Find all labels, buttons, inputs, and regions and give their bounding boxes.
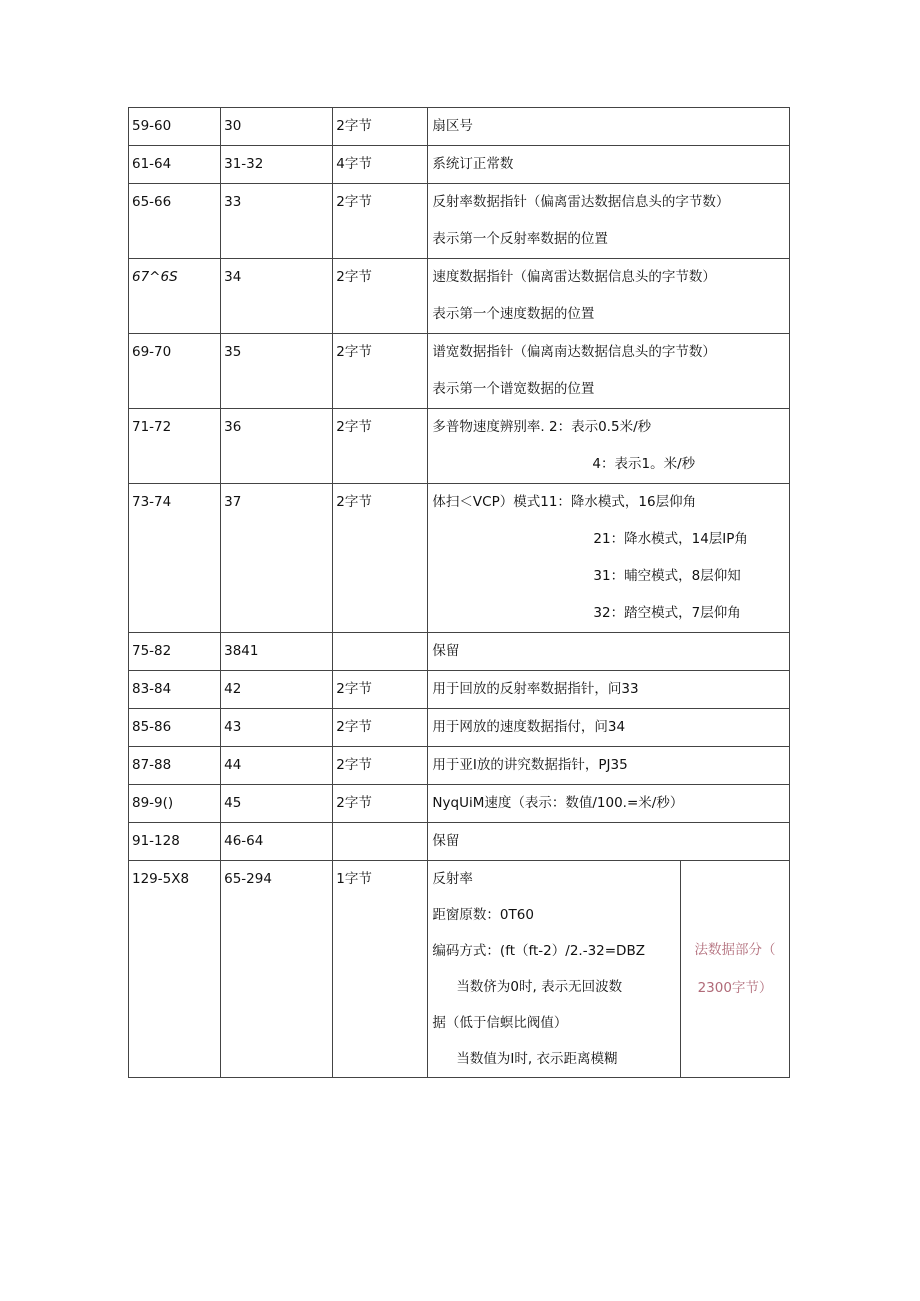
size-cell [333,334,428,409]
halfword-cell [221,861,333,1078]
size-cell [333,108,428,146]
side-note [681,861,790,1077]
halfword-cell [221,633,333,671]
size-cell-text: 2字节 [336,681,372,697]
byte-range-cell-text: 59-60 [132,118,172,134]
description-cell [428,709,790,747]
table-row [129,108,790,146]
halfword-cell-text: 3841 [224,643,259,659]
description-line: 多普物速度辨别率. 2：表示0.5米/秒 [432,419,652,435]
halfword-cell-text: 37 [224,494,242,510]
description-line: 当数侪为0时, 表示无回波数 [456,979,623,995]
description-line: 扇区号 [432,118,473,134]
description-line: 31：晡空模式，8层仰知 [593,568,741,584]
table-row [129,409,790,484]
halfword-cell [221,146,333,184]
halfword-cell [221,259,333,334]
description-line: 4：表示1。米/秒 [592,456,696,472]
byte-range-cell-text: 67^6S [132,269,178,285]
description-line: 系统订正常数 [432,156,514,172]
halfword-cell [221,747,333,785]
size-cell-text: 2字节 [336,494,372,510]
table-row [129,823,790,861]
halfword-cell-text: 35 [224,344,242,360]
halfword-cell [221,108,333,146]
halfword-cell-text: 33 [224,194,242,210]
description-cell [428,108,790,146]
size-cell [333,146,428,184]
table-body [129,108,790,1078]
table-row [129,633,790,671]
halfword-cell-text: 65-294 [224,871,272,887]
size-cell-text [333,633,427,670]
size-cell [333,823,428,861]
description-line: NyqUiM速度（表示：数值/100.=米/秒） [432,795,684,811]
description-line: 谱宽数据指针（偏离南达数据信息头的字节数） [432,344,716,360]
description-line: 用于亚I放的讲究数据指针，PJ35 [432,757,628,773]
description-line: 反射率数据指针（偏离雷达数据信息头的字节数） [432,194,730,210]
description-cell [428,409,790,484]
halfword-cell-text: 44 [224,757,242,773]
table-row [129,747,790,785]
size-cell-text [333,823,427,860]
byte-range-cell [129,146,221,184]
table-row [129,259,790,334]
description-cell [428,484,790,633]
byte-range-cell [129,108,221,146]
size-cell-text: 2字节 [336,194,372,210]
description-line: 用于网放的速度数据指付，问34 [432,719,626,735]
size-cell [333,633,428,671]
table-row [129,861,790,1078]
reflectivity-desc [428,861,680,1077]
byte-range-cell [129,823,221,861]
byte-range-cell-text: 69-70 [132,344,172,360]
byte-range-cell [129,259,221,334]
halfword-cell-text: 43 [224,719,242,735]
description-line: 表示第一个反射率数据的位置 [432,231,608,247]
byte-range-cell [129,709,221,747]
description-cell [428,861,790,1078]
byte-range-cell-text: 61-64 [132,156,172,172]
byte-range-cell [129,785,221,823]
halfword-cell [221,184,333,259]
description-line: 反射率 [432,871,473,887]
size-cell-text: 4字节 [336,156,372,172]
byte-range-cell-text: 129-5X8 [132,871,190,887]
byte-range-cell [129,184,221,259]
table-row [129,484,790,633]
byte-range-cell [129,484,221,633]
halfword-cell [221,671,333,709]
description-cell [428,184,790,259]
byte-range-cell-text: 75-82 [132,643,172,659]
size-cell [333,484,428,633]
description-line: 用于回放的反射率数据指针，问33 [432,681,639,697]
description-line: 保留 [432,643,460,659]
description-line: 保留 [432,833,460,849]
halfword-cell [221,823,333,861]
description-line: 32：踏空模式，7层仰角 [593,605,741,621]
halfword-cell-text: 45 [224,795,242,811]
description-cell [428,633,790,671]
description-cell [428,259,790,334]
description-cell [428,785,790,823]
size-cell [333,861,428,1078]
size-cell [333,259,428,334]
halfword-cell [221,484,333,633]
description-cell [428,671,790,709]
description-cell [428,747,790,785]
size-cell-text: 1字节 [336,871,372,887]
reflectivity-detail [428,861,789,1077]
byte-range-cell [129,409,221,484]
size-cell [333,785,428,823]
byte-range-cell-text: 85-86 [132,719,172,735]
description-line: 据（低于信螟比阀值） [432,1015,568,1031]
halfword-cell [221,709,333,747]
byte-range-cell-text: 83-84 [132,681,172,697]
halfword-cell [221,409,333,484]
byte-range-cell [129,633,221,671]
halfword-cell-text: 46-64 [224,833,264,849]
table-row [129,334,790,409]
table-row [129,184,790,259]
size-cell-text: 2字节 [336,757,372,773]
description-line: 表示第一个谱宽数据的位置 [432,381,595,397]
halfword-cell-text: 30 [224,118,242,134]
size-cell-text: 2字节 [336,118,372,134]
halfword-cell-text: 31-32 [224,156,264,172]
side-note-line: 法数据部分（ [694,942,776,958]
halfword-cell-text: 34 [224,269,242,285]
byte-range-cell [129,861,221,1078]
description-line: 表示第一个速度数据的位置 [432,306,595,322]
description-line: 当数值为I时, 衣示距离模糊 [456,1051,618,1067]
size-cell [333,671,428,709]
description-line: 距窗原数：0T60 [432,907,534,923]
size-cell-text: 2字节 [336,795,372,811]
table-row [129,671,790,709]
description-line: 速度数据指针（偏离雷达数据信息头的字节数） [432,269,716,285]
table-row [129,785,790,823]
halfword-cell-text: 42 [224,681,242,697]
size-cell-text: 2字节 [336,344,372,360]
byte-range-cell-text: 91-128 [132,833,180,849]
size-cell [333,747,428,785]
byte-range-cell-text: 65-66 [132,194,172,210]
description-line: 体扫＜VCP）模式11：降水模式，16层仰角 [432,494,697,510]
halfword-cell-text: 36 [224,419,242,435]
description-line: 编码方式：(ft（ft-2）/2.-32=DBZ [432,943,645,959]
size-cell [333,409,428,484]
side-note-line: 2300字节） [697,980,773,996]
table-row [129,709,790,747]
halfword-cell [221,334,333,409]
size-cell [333,184,428,259]
halfword-cell [221,785,333,823]
description-line: 21：降水模式，14层IP角 [593,531,748,547]
size-cell [333,709,428,747]
data-format-table [128,107,790,1078]
size-cell-text: 2字节 [336,719,372,735]
byte-range-cell [129,747,221,785]
size-cell-text: 2字节 [336,269,372,285]
description-cell [428,823,790,861]
description-cell [428,334,790,409]
description-cell [428,146,790,184]
byte-range-cell-text: 71-72 [132,419,172,435]
byte-range-cell-text: 73-74 [132,494,172,510]
byte-range-cell [129,671,221,709]
table-row [129,146,790,184]
size-cell-text: 2字节 [336,419,372,435]
byte-range-cell [129,334,221,409]
byte-range-cell-text: 87-88 [132,757,172,773]
byte-range-cell-text: 89-9() [132,795,174,811]
